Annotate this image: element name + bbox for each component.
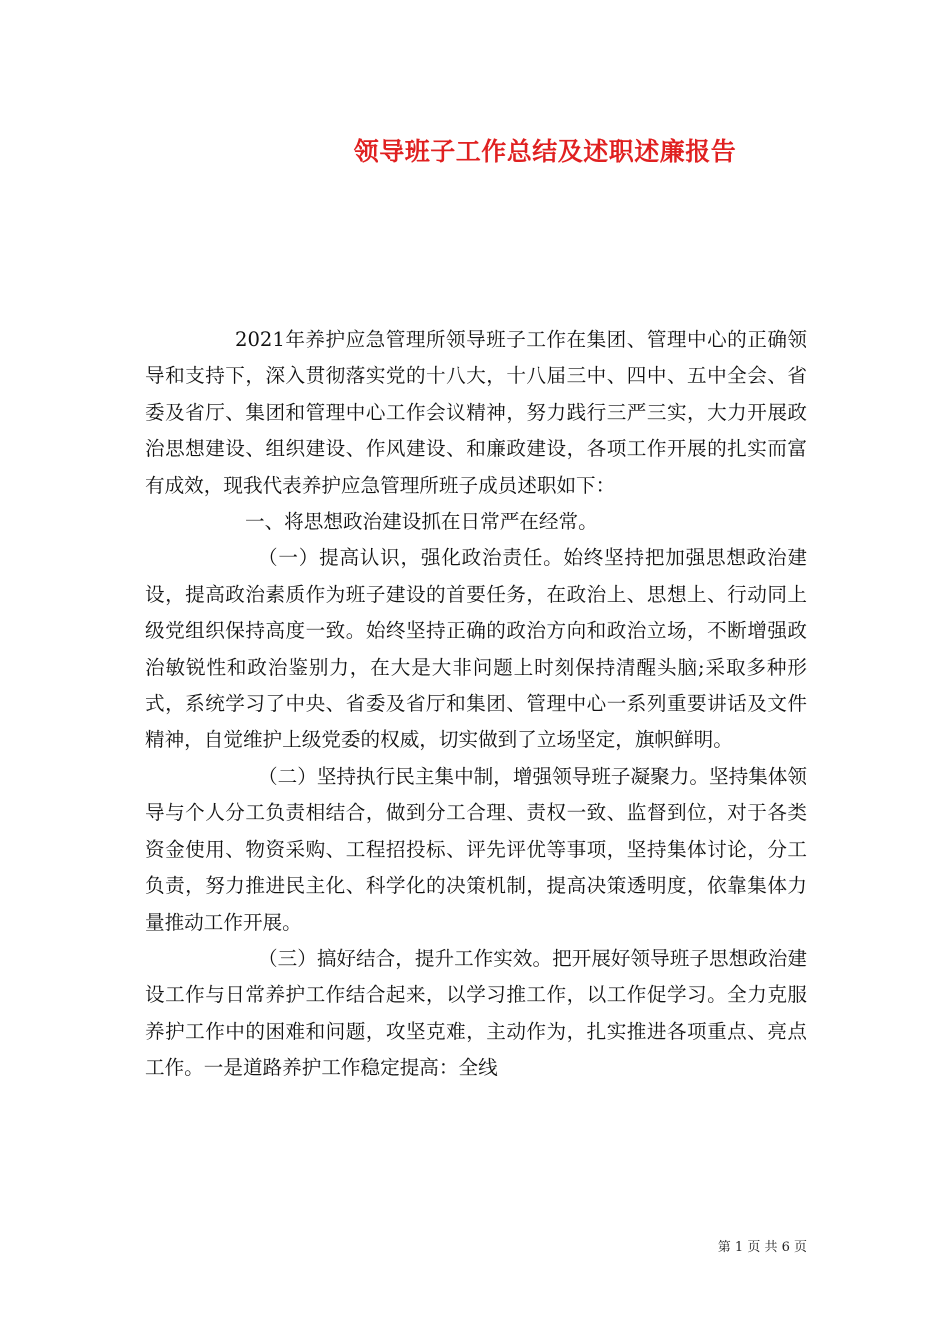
page-number: 第 1 页 共 6 页 (717, 1240, 807, 1255)
paragraph-intro: 2021年养护应急管理所领导班子工作在集团、管理中心的正确领导和支持下，深入贯彻落实党的十八大，十八届三中、四中、五中全会、省委及省厅、集团和管理中心工作会议精神，努力践行三严三实，大力开展政治思想建设、组织建设、作风建设、和廉政建设，各项工作开展的扎实而富有成效，现我代表养护应急管理所班子成员述职如下： (145, 328, 807, 497)
paragraph-3: （三）搞好结合，提升工作实效。把开展好领导班子思想政治建设工作与日常养护工作结合起来，以学习推工作，以工作促学习。全力克服养护工作中的困难和问题，攻坚克难，主动作为，扎实推进各项重点、亮点工作。一是道路养护工作稳定提高：全线 (145, 946, 807, 1080)
paragraph-2: （二）坚持执行民主集中制，增强领导班子凝聚力。坚持集体领导与个人分工负责相结合，做到分工合理、责权一致、监督到位，对于各类资金使用、物资采购、工程招投标、评先评优等事项，坚持集体讨论，分工负责，努力推进民主化、科学化的决策机制，提高决策透明度，依靠集体力量推动工作开展。 (145, 764, 807, 934)
paragraph-1: （一）提高认识，强化政治责任。始终坚持把加强思想政治建设，提高政治素质作为班子建设的首要任务，在政治上、思想上、行动同上级党组织保持高度一致。始终坚持正确的政治方向和政治立场，不断增强政治敏锐性和政治鉴别力，在大是大非问题上时刻保持清醒头脑;采取多种形式，系统学习了中央、省委及省厅和集团、管理中心一系列重要讲话及文件精神，自觉维护上级党委的权威，切实做到了立场坚定，旗帜鲜明。 (145, 546, 807, 752)
document-body (145, 322, 807, 1087)
section-heading-1: 一、将思想政治建设抓在日常严在经常。 (245, 510, 598, 534)
document-title: 领导班子工作总结及述职述廉报告 (353, 137, 737, 166)
